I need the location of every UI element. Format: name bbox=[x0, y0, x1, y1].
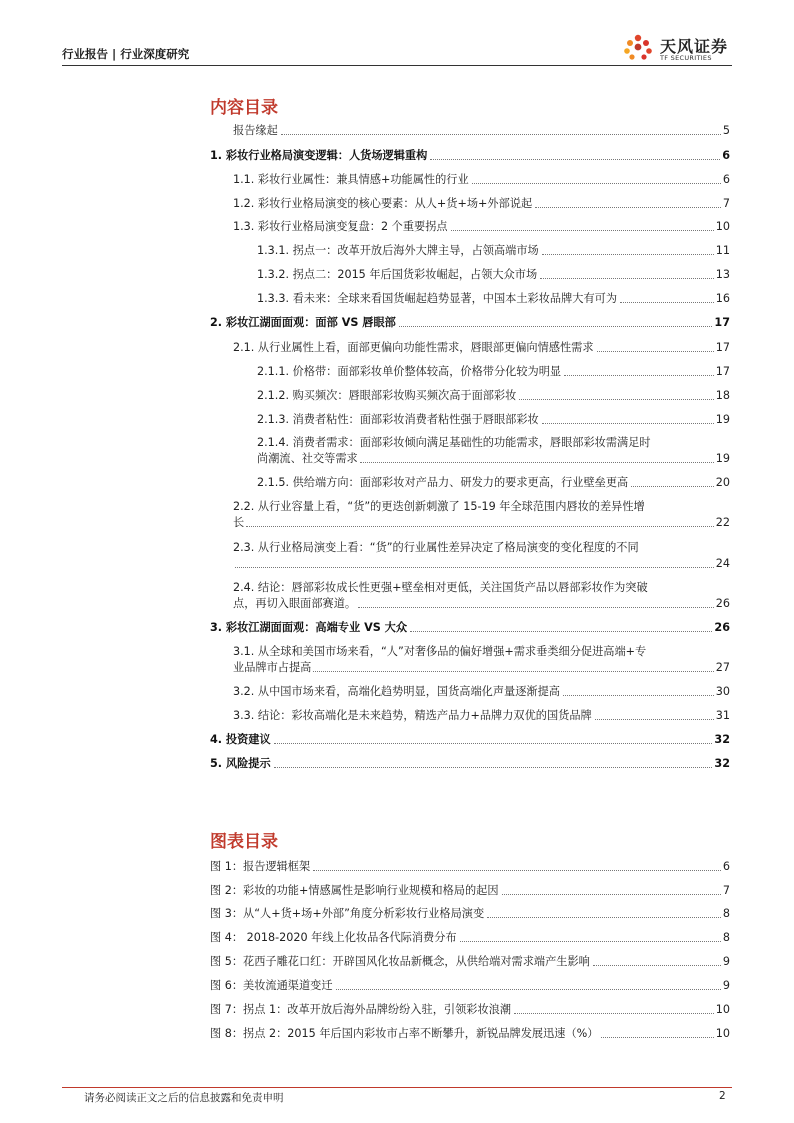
leader-dots bbox=[595, 719, 714, 720]
leader-dots bbox=[601, 1037, 713, 1038]
toc-entry-page: 30 bbox=[715, 685, 730, 698]
leader-dots bbox=[360, 462, 714, 463]
figure-entry-label: 图 7：拐点 1：改革开放后海外品牌纷纷入驻，引领彩妆浪潮 bbox=[210, 1003, 512, 1016]
toc-entry-page: 7 bbox=[722, 197, 730, 210]
toc-entry[interactable] bbox=[233, 644, 730, 676]
leader-dots bbox=[274, 743, 713, 744]
page-header bbox=[62, 38, 732, 68]
toc-entry-page: 17 bbox=[715, 341, 730, 354]
toc-entry[interactable] bbox=[257, 388, 730, 404]
toc-entry-page: 10 bbox=[715, 220, 730, 233]
toc-entry[interactable] bbox=[233, 540, 730, 572]
leader-dots bbox=[519, 399, 713, 400]
toc-entry-label: 5. 风险提示 bbox=[210, 757, 271, 770]
figure-entry[interactable] bbox=[210, 906, 730, 922]
header-divider bbox=[62, 65, 732, 66]
leader-dots bbox=[620, 302, 714, 303]
toc-entry-label: 1.3.3. 看未来：全球来看国货崛起趋势显著，中国本土彩妆品牌大有可为 bbox=[257, 292, 618, 305]
leader-dots bbox=[430, 159, 720, 160]
leader-dots bbox=[593, 965, 721, 966]
figure-entry-label: 图 1：报告逻辑框架 bbox=[210, 860, 311, 873]
toc-entry-label-cont: 点，再切入眼面部赛道。 bbox=[233, 597, 357, 610]
footer-divider bbox=[62, 1087, 732, 1088]
figure-entry[interactable] bbox=[210, 1026, 730, 1042]
toc-entry[interactable] bbox=[233, 219, 730, 235]
figure-entry-page: 9 bbox=[722, 979, 730, 992]
toc-entry-page: 31 bbox=[715, 709, 730, 722]
toc-entry-label: 2.1.1. 价格带：面部彩妆单价整体较高，价格带分化较为明显 bbox=[257, 365, 562, 378]
leader-dots bbox=[410, 631, 712, 632]
toc-entry[interactable] bbox=[210, 620, 730, 636]
toc-entry-page: 13 bbox=[715, 268, 730, 281]
toc-entry-page: 17 bbox=[714, 316, 730, 329]
leader-dots bbox=[281, 134, 721, 135]
leader-dots bbox=[246, 526, 714, 527]
toc-entry-page: 18 bbox=[715, 389, 730, 402]
leader-dots bbox=[472, 183, 721, 184]
figure-entry-label: 图 6：美妆流通渠道变迁 bbox=[210, 979, 333, 992]
toc-entry[interactable] bbox=[210, 148, 730, 164]
footer-disclaimer: 请务必阅读正文之后的信息披露和免责申明 bbox=[84, 1092, 284, 1104]
toc-entry[interactable] bbox=[257, 243, 730, 259]
figure-entry[interactable] bbox=[210, 930, 730, 946]
figure-entry[interactable] bbox=[210, 883, 730, 899]
toc-entry-label: 1.3. 彩妆行业格局演变复盘：2 个重要拐点 bbox=[233, 220, 448, 233]
figure-entry-page: 10 bbox=[715, 1027, 730, 1040]
toc-entry-label: 1.3.1. 拐点一：改革开放后海外大牌主导，占领高端市场 bbox=[257, 244, 539, 257]
figure-entry[interactable] bbox=[210, 1002, 730, 1018]
toc-entry-page: 16 bbox=[715, 292, 730, 305]
figure-entry-page: 8 bbox=[722, 931, 730, 944]
figure-entry[interactable] bbox=[210, 954, 730, 970]
toc-entry-label: 报告缘起 bbox=[233, 124, 278, 137]
toc-entry-label: 2.1.3. 消费者粘性：面部彩妆消费者粘性强于唇眼部彩妆 bbox=[257, 413, 539, 426]
toc-entry-label: 2.1.2. 购买频次：唇眼部彩妆购买频次高于面部彩妆 bbox=[257, 389, 517, 402]
toc-entry[interactable] bbox=[257, 475, 730, 491]
leader-dots bbox=[631, 486, 714, 487]
leader-dots bbox=[313, 671, 713, 672]
toc-entry-label-cont: 业品牌市占提高 bbox=[233, 661, 312, 674]
logo-text-cn: 天风证券 bbox=[660, 37, 729, 56]
toc-entry[interactable] bbox=[210, 315, 730, 331]
leader-dots bbox=[563, 695, 714, 696]
toc-entry-label: 1.2. 彩妆行业格局演变的核心要素：从人+货+场+外部说起 bbox=[233, 197, 533, 210]
toc-entry[interactable] bbox=[257, 435, 730, 467]
figure-entry[interactable] bbox=[210, 978, 730, 994]
toc-entry-label: 2. 彩妆江湖面面观：面部 VS 唇眼部 bbox=[210, 316, 396, 329]
toc-entry-page: 19 bbox=[715, 413, 730, 426]
toc-entry-label-cont: 尚潮流、社交等需求 bbox=[257, 452, 358, 465]
header-title: 行业报告 | 行业深度研究 bbox=[62, 47, 190, 61]
leader-dots bbox=[451, 230, 714, 231]
toc-entry[interactable] bbox=[210, 756, 730, 772]
toc-entry-label: 2.1.5. 供给端方向：面部彩妆对产品力、研发力的要求更高，行业壁垒更高 bbox=[257, 476, 629, 489]
figure-entry-label: 图 2：彩妆的功能+情感属性是影响行业规模和格局的起因 bbox=[210, 884, 499, 897]
figure-entry[interactable] bbox=[210, 859, 730, 875]
leader-dots bbox=[358, 607, 714, 608]
toc-entry-page: 5 bbox=[722, 124, 730, 137]
leader-dots bbox=[460, 941, 721, 942]
leader-dots bbox=[502, 894, 721, 895]
leader-dots bbox=[514, 1013, 714, 1014]
leader-dots bbox=[274, 767, 713, 768]
toc-entry-label: 4. 投资建议 bbox=[210, 733, 271, 746]
figure-entry-label: 图 4： 2018-2020 年线上化妆品各代际消费分布 bbox=[210, 931, 457, 944]
leader-dots bbox=[336, 989, 721, 990]
page-number: 2 bbox=[719, 1090, 726, 1102]
toc-entry-label: 1.3.2. 拐点二：2015 年后国货彩妆崛起，占领大众市场 bbox=[257, 268, 538, 281]
figure-entry-page: 6 bbox=[722, 860, 730, 873]
toc-entry-label: 2.3. 从行业格局演变上看：“货”的行业属性差异决定了格局演变的变化程度的不同 bbox=[233, 541, 639, 554]
figure-entry-label: 图 3：从“人+货+场+外部”角度分析彩妆行业格局演变 bbox=[210, 907, 485, 920]
toc-entry-label-cont: 长 bbox=[233, 516, 245, 529]
toc-entry[interactable] bbox=[233, 684, 730, 700]
figure-entry-page: 10 bbox=[715, 1003, 730, 1016]
toc-entry-label: 2.2. 从行业容量上看，“货”的更迭创新刺激了 15-19 年全球范围内唇妆的差异性增 bbox=[233, 500, 645, 513]
toc-entry-page: 19 bbox=[715, 452, 730, 465]
logo-mark-icon bbox=[622, 34, 654, 64]
leader-dots bbox=[487, 917, 721, 918]
toc-entry-label: 2.1. 从行业属性上看，面部更偏向功能性需求，唇眼部更偏向情感性需求 bbox=[233, 341, 594, 354]
toc-entry-label: 3.1. 从全球和美国市场来看，“人”对奢侈品的偏好增强+需求垂类细分促进高端+专 bbox=[233, 645, 647, 658]
figure-entry-page: 9 bbox=[722, 955, 730, 968]
leader-dots bbox=[597, 351, 714, 352]
leader-dots bbox=[540, 278, 714, 279]
toc-entry-page: 32 bbox=[714, 757, 730, 770]
company-logo bbox=[622, 34, 732, 64]
toc-entry-page: 6 bbox=[722, 173, 730, 186]
toc-entry-page: 26 bbox=[715, 597, 730, 610]
figure-entry-page: 7 bbox=[722, 884, 730, 897]
figure-entry-label: 图 5：花西子雕花口红：开辟国风化妆品新概念，从供给端对需求端产生影响 bbox=[210, 955, 590, 968]
figure-entry-page: 8 bbox=[722, 907, 730, 920]
toc-entry-page: 22 bbox=[715, 516, 730, 529]
toc-entry[interactable] bbox=[233, 123, 730, 139]
leader-dots bbox=[399, 326, 713, 327]
leader-dots bbox=[535, 207, 721, 208]
toc-entry-page: 26 bbox=[714, 621, 730, 634]
toc-entry-page: 24 bbox=[715, 557, 730, 570]
toc-entry[interactable] bbox=[257, 267, 730, 283]
leader-dots bbox=[313, 870, 721, 871]
toc-entry[interactable] bbox=[257, 364, 730, 380]
toc-entry-label: 3.2. 从中国市场来看，高端化趋势明显，国货高端化声量逐渐提高 bbox=[233, 685, 560, 698]
toc-entry[interactable] bbox=[233, 580, 730, 612]
leader-dots bbox=[235, 567, 714, 568]
figure-entry-label: 图 8：拐点 2：2015 年后国内彩妆市占率不断攀升，新锐品牌发展迅速（%） bbox=[210, 1027, 599, 1040]
leader-dots bbox=[542, 254, 714, 255]
toc-entry-label: 1.1. 彩妆行业属性：兼具情感+功能属性的行业 bbox=[233, 173, 469, 186]
toc-title: 内容目录 bbox=[210, 98, 278, 118]
toc-entry[interactable] bbox=[233, 196, 730, 212]
toc-entry[interactable] bbox=[233, 708, 730, 724]
toc-entry-page: 32 bbox=[714, 733, 730, 746]
toc-entry-label: 2.4. 结论：唇部彩妆成长性更强+壁垒相对更低，关注国货产品以唇部彩妆作为突破 bbox=[233, 581, 648, 594]
toc-entry-page: 6 bbox=[722, 149, 730, 162]
toc-entry[interactable] bbox=[233, 172, 730, 188]
figure-list-title: 图表目录 bbox=[210, 832, 278, 852]
toc-entry-page: 11 bbox=[715, 244, 730, 257]
toc-entry-label: 2.1.4. 消费者需求：面部彩妆倾向满足基础性的功能需求，唇眼部彩妆需满足时 bbox=[257, 436, 651, 449]
leader-dots bbox=[542, 423, 714, 424]
toc-entry-label: 3. 彩妆江湖面面观：高端专业 VS 大众 bbox=[210, 621, 408, 634]
toc-entry[interactable] bbox=[233, 340, 730, 356]
toc-entry-page: 17 bbox=[715, 365, 730, 378]
toc-entry-label: 3.3. 结论：彩妆高端化是未来趋势，精选产品力+品牌力双优的国货品牌 bbox=[233, 709, 592, 722]
toc-entry-label: 1. 彩妆行业格局演变逻辑：人货场逻辑重构 bbox=[210, 149, 428, 162]
toc-entry[interactable] bbox=[257, 412, 730, 428]
leader-dots bbox=[564, 375, 714, 376]
toc-entry[interactable] bbox=[233, 499, 730, 531]
toc-entry[interactable] bbox=[210, 732, 730, 748]
toc-entry-page: 27 bbox=[715, 661, 730, 674]
toc-entry[interactable] bbox=[257, 291, 730, 307]
logo-text-en: TF SECURITIES bbox=[660, 54, 712, 62]
toc-entry-page: 20 bbox=[715, 476, 730, 489]
